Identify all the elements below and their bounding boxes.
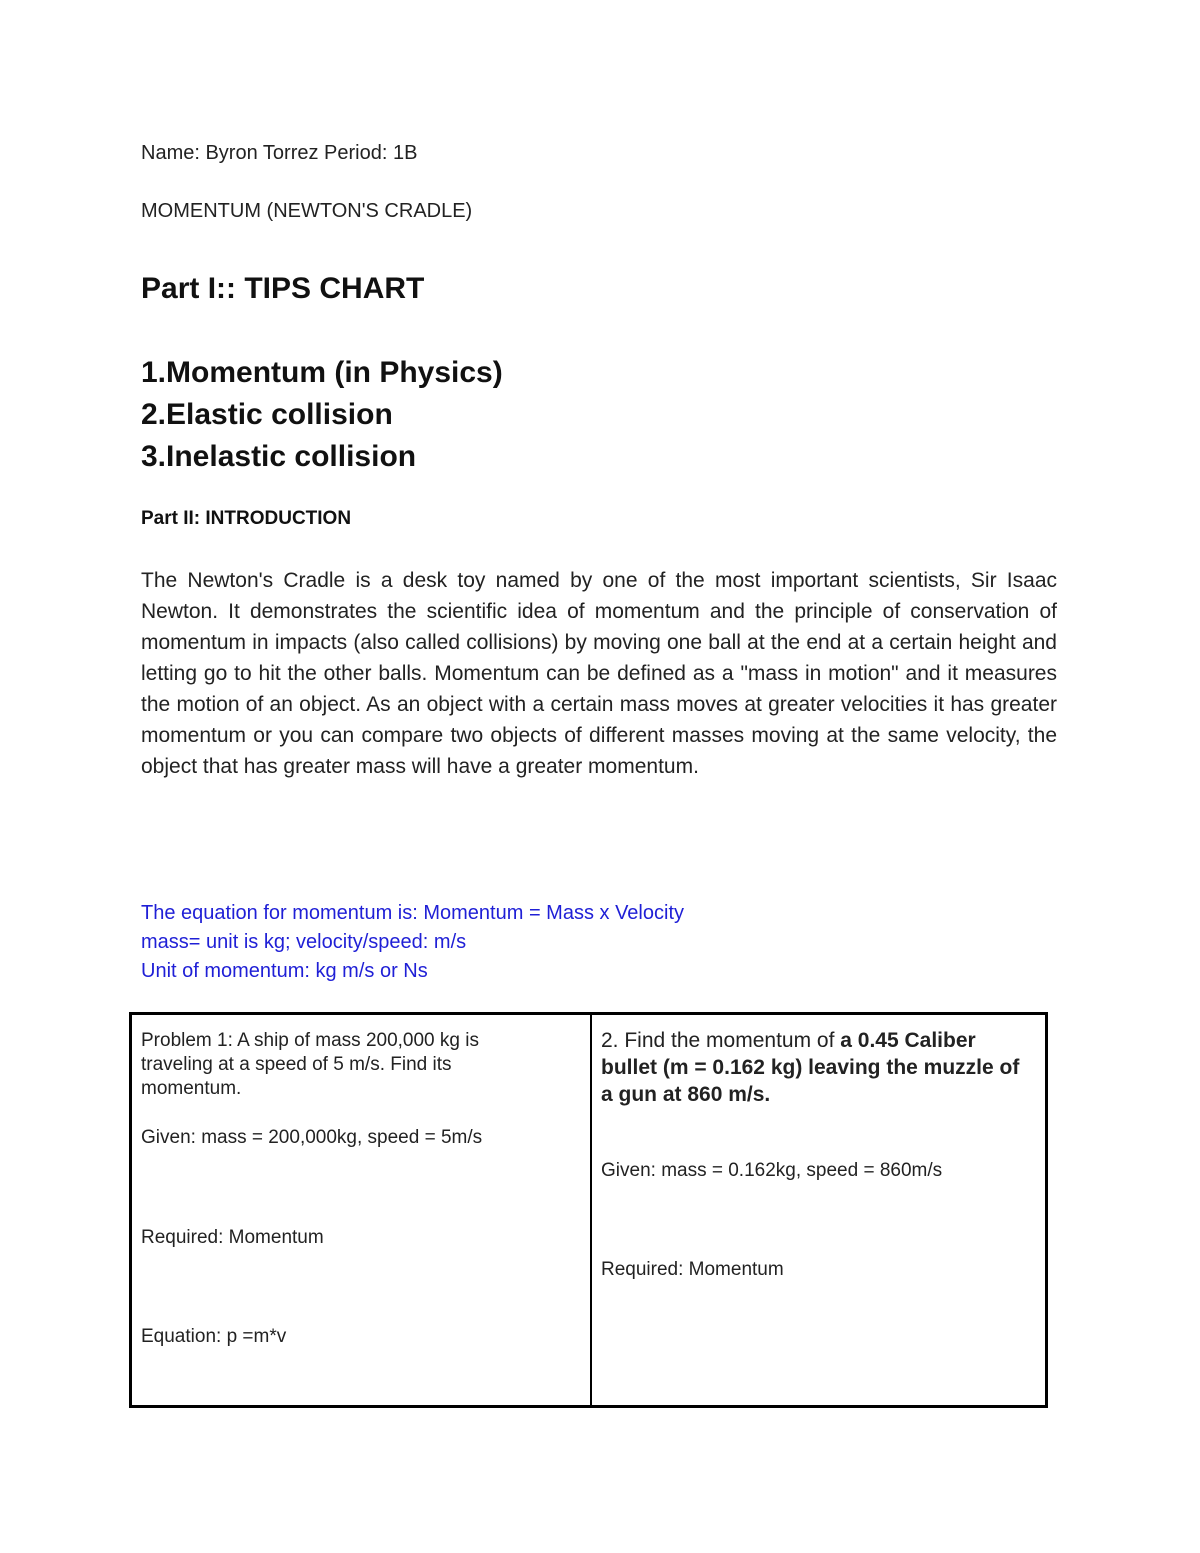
problem1-statement: Problem 1: A ship of mass 200,000 kg is traveling at a speed of 5 m/s. Find its momentum.: [141, 1030, 479, 1099]
name-period-line: Name: Byron Torrez Period: 1B: [141, 142, 418, 164]
problem1-cell: [132, 1015, 592, 1405]
part2-heading: Part II: INTRODUCTION: [141, 508, 352, 529]
tips-item-elastic-collision: 2.Elastic collision: [141, 398, 393, 431]
units-line: mass= unit is kg; velocity/speed: m/s: [141, 931, 467, 953]
tips-item-momentum: 1.Momentum (in Physics): [141, 356, 503, 389]
problem1-given: Given: mass = 200,000kg, speed = 5m/s: [141, 1127, 483, 1148]
problem2-required: Required: Momentum: [601, 1259, 784, 1280]
equation-line: The equation for momentum is: Momentum = Mass x Velocity: [141, 902, 684, 924]
problem2-given: Given: mass = 0.162kg, speed = 860m/s: [601, 1160, 943, 1181]
tips-item-inelastic-collision: 3.Inelastic collision: [141, 440, 417, 473]
momentum-equations: [141, 899, 684, 986]
problem2-statement: [601, 1027, 1031, 1108]
introduction-paragraph: The Newton's Cradle is a desk toy named by one of the most important scientists, Sir Isaac Newton. It demonstrates the scientific idea of momentum and the principle of conservation of momentum in impacts (also called collisions) by moving one ball at the end at a certain height and letting go to hit the other balls. Momentum can be defined as a "mass in motion" and it measures the motion of an object. As an object with a certain mass moves at greater velocities it has greater momentum or you can compare two objects of different masses moving at the same velocity, the object that has greater mass will have a greater momentum.: [141, 569, 1057, 778]
momentum-unit-line: Unit of momentum: kg m/s or Ns: [141, 960, 428, 982]
problem2-statement-start: 2. Find the momentum of: [601, 1029, 841, 1052]
problems-table: [129, 1012, 1048, 1408]
problem2-statement-bold: a 0.45 Caliber bullet (m = 0.162 kg) leaving the muzzle of a gun at 860 m/s.: [601, 1029, 1020, 1106]
problem2-cell: [592, 1015, 1045, 1405]
document-title: MOMENTUM (NEWTON'S CRADLE): [141, 200, 473, 222]
part1-heading: Part I:: TIPS CHART: [141, 272, 425, 305]
problem1-equation: Equation: p =m*v: [141, 1326, 287, 1347]
tips-chart-list: [141, 352, 503, 478]
problem1-required: Required: Momentum: [141, 1227, 324, 1248]
